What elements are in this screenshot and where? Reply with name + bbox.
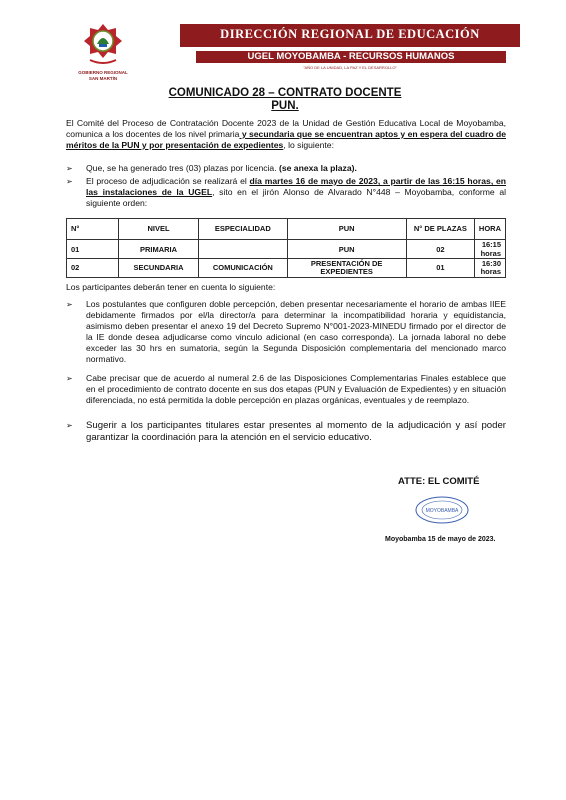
bullet-text: Que, se ha generado tres (03) plazas por licencia. <box>86 163 279 173</box>
arrow-bullet-icon: ➢ <box>66 374 73 383</box>
bullet-bold: (se anexa la plaza). <box>279 163 357 173</box>
cell-hour: 16:30 horas <box>474 259 505 278</box>
bullet-text: Sugerir a los participantes titulares estar presentes al momento de la adjudicación y así poder garantizar la coordinación para la atención en el servicio educativo. <box>86 420 506 443</box>
region-caption-line2: SAN MARTÍN <box>88 76 118 81</box>
arrow-bullet-icon: ➢ <box>66 421 73 430</box>
signature-title: ATTE: EL COMITÉ <box>398 476 480 487</box>
cell-hour: 16:15 horas <box>474 240 505 259</box>
table-header-row <box>67 219 506 240</box>
intro-part2: y secundaria que se encuentran aptos y en espera del cuadro de méritos de la PUN y por presentación de expedientes <box>66 129 506 150</box>
col-header-plazas: N° DE PLAZAS <box>406 219 474 240</box>
cell-pun: PRESENTACIÓN DE EXPEDIENTES <box>287 259 406 278</box>
bullet-item <box>66 299 506 369</box>
bullet-item <box>66 176 506 210</box>
stamp-label: MOYOBAMBA <box>425 508 459 514</box>
region-caption-line1: GOBIERNO REGIONAL <box>78 70 128 75</box>
cell-specialty <box>199 240 287 259</box>
cell-number: 02 <box>67 259 119 278</box>
intro-part1: El Comité del Proceso de Contratación Docente 2023 de la Unidad de Gestión Educativa Local de Moyobamba, comunica a los docentes de los nivel primaria <box>66 118 506 139</box>
stamp-icon <box>414 495 470 525</box>
table-row <box>67 240 506 259</box>
document-date: Moyobamba 15 de mayo de 2023. <box>385 536 496 543</box>
col-header-specialty: ESPECIALIDAD <box>199 219 287 240</box>
intro-part3: , lo siguiente: <box>283 140 334 150</box>
cell-plazas: 02 <box>406 240 474 259</box>
participants-intro: Los participantes deberán tener en cuenta lo siguiente: <box>66 282 276 292</box>
motto: "AÑO DE LA UNIDAD, LA PAZ Y EL DESARROLLO" <box>303 65 397 70</box>
intro-paragraph <box>66 118 506 151</box>
col-header-level: NIVEL <box>118 219 198 240</box>
bullet-bold: día martes 16 de mayo de 2023, a partir de las 16:15 horas, en las instalaciones de la UGEL <box>86 176 506 197</box>
cell-specialty: COMUNICACIÓN <box>199 259 287 278</box>
arrow-bullet-icon: ➢ <box>66 177 73 186</box>
bullet-text: Cabe precisar que de acuerdo al numeral 2.6 de las Disposiciones Complementarias Finales establece que en el procedimiento de contrato docente en sus dos etapas (PUN y Evaluación de Expedientes) y en situación diferenciada, no está permitida la doble percepción en plazas orgánicas, eventuales y de reemplazo. <box>86 373 506 405</box>
col-header-number: N° <box>67 219 119 240</box>
bullet-item <box>66 420 506 446</box>
document-title <box>70 87 500 113</box>
title-line2: PUN. <box>271 100 299 112</box>
col-header-hour: HORA <box>474 219 505 240</box>
col-header-pun: PUN <box>287 219 406 240</box>
bullet-text-2: , sito en el jirón Alonso de Alvarado N°448 – Moyobamba, conforme al siguiente orden: <box>86 187 507 208</box>
cell-pun: PUN <box>287 240 406 259</box>
arrow-bullet-icon: ➢ <box>66 164 73 173</box>
bullet-item <box>66 163 506 174</box>
bullet-text: Los postulantes que configuren doble percepción, deben presentar necesariamente el horario de ambas IIEE debidamente firmados por el/la director/a para determinar la incompatibilidad horaria y equidistancia, asimismo deben presentar el anexo 19 del Decreto Supremo N°001-2023-MINEDU firmado por el director de la IE donde desea adjudicarse como vinculo adicional (en caso corresponda). La jornada laboral no debe exceder las 30 hrs en sumatoria, según la Segunda Disposición complementaria del mencionado marco normativo. <box>86 299 506 364</box>
cell-level: SECUNDARIA <box>118 259 198 278</box>
bullet-item <box>66 373 506 419</box>
table-row <box>67 259 506 278</box>
cell-plazas: 01 <box>406 259 474 278</box>
arrow-bullet-icon: ➢ <box>66 300 73 309</box>
regional-seal-icon <box>82 22 124 68</box>
cell-number: 01 <box>67 240 119 259</box>
title-line1: COMUNICADO 28 – CONTRATO DOCENTE <box>168 87 402 99</box>
band-subtitle: UGEL MOYOBAMBA - RECURSOS HUMANOS <box>247 51 455 62</box>
band-title: DIRECCIÓN REGIONAL DE EDUCACIÓN <box>220 27 480 41</box>
schedule-table <box>66 218 506 278</box>
cell-level: PRIMARIA <box>118 240 198 259</box>
region-caption <box>70 70 136 82</box>
bullet-text: El proceso de adjudicación se realizará el <box>86 176 250 186</box>
